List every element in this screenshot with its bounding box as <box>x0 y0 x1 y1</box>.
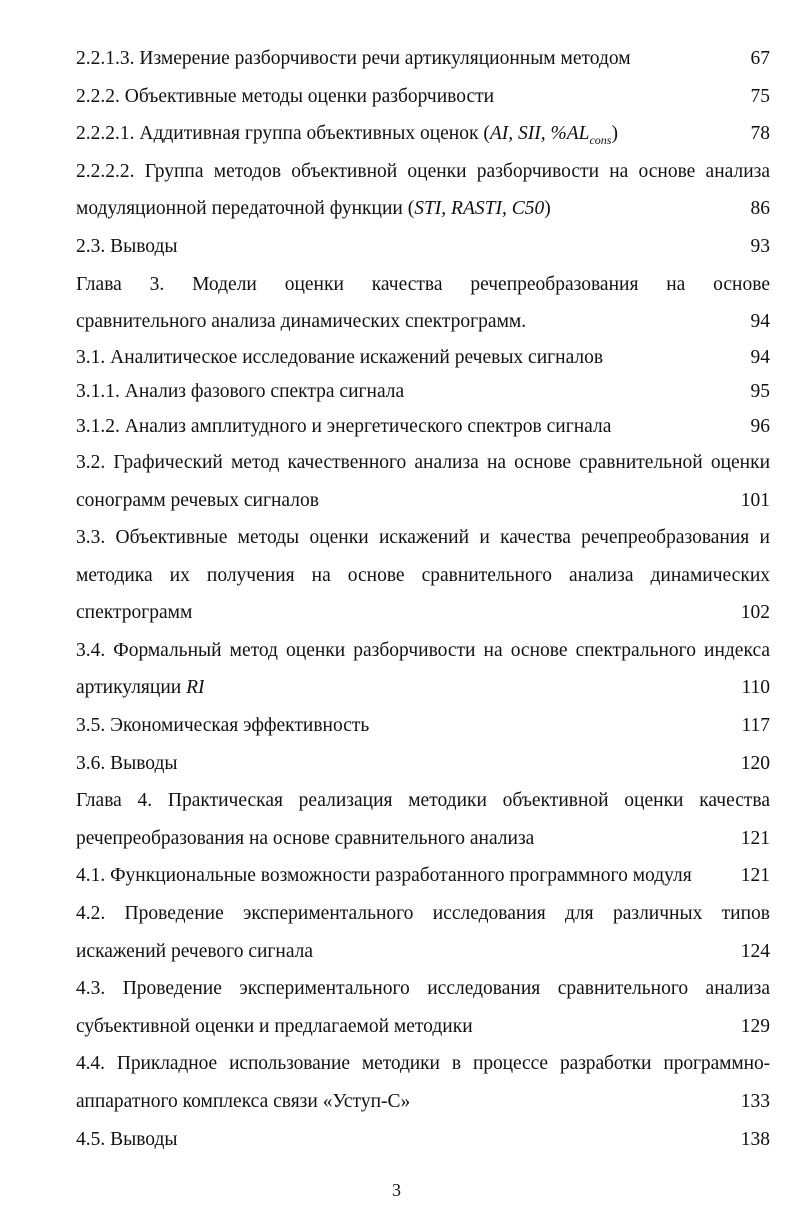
toc-entry-title-italic: RI <box>186 677 205 699</box>
toc-entry-title-part: 2.2.2.1. Аддитивная группа объективных оценок ( <box>76 123 490 145</box>
toc-entry <box>76 303 770 341</box>
toc-entry-line: Глава 4. Практическая реализация методики объективной оценки качества <box>76 790 770 812</box>
toc-entry <box>76 375 770 409</box>
toc-entry-title <box>76 115 618 153</box>
toc-entry <box>76 341 770 375</box>
toc-entry-page: 102 <box>740 602 770 624</box>
toc-entry-page: 93 <box>750 235 770 257</box>
toc-entry-title: спектрограмм <box>76 602 193 624</box>
toc-entry-title: 3.1. Аналитическое исследование искажений речевых сигналов <box>76 346 604 368</box>
toc-entry-title: 3.6. Выводы <box>76 752 178 774</box>
toc-entry-page: 78 <box>750 123 770 145</box>
toc-entry-title: 3.1.1. Анализ фазового спектра сигнала <box>76 381 405 403</box>
toc-entry <box>76 669 770 707</box>
toc-entry <box>76 228 770 266</box>
toc-entry <box>76 115 770 153</box>
toc-entry-title <box>76 669 204 707</box>
toc-entry <box>76 190 770 228</box>
toc-entry-page: 121 <box>740 865 770 887</box>
toc-entry-title: субъективной оценки и предлагаемой методики <box>76 1015 473 1037</box>
toc-entry-page: 75 <box>750 85 770 107</box>
toc-entry-title-part: ) <box>611 123 618 145</box>
toc-entry-title-italic: AI, SII, %AL <box>489 123 590 145</box>
toc-entry <box>76 482 770 520</box>
toc-entry-page: 117 <box>741 715 770 737</box>
toc-entry-page: 129 <box>740 1015 770 1037</box>
toc-entry <box>76 40 770 78</box>
toc-entry-title <box>76 190 551 228</box>
toc-entry-line: методика их получения на основе сравнительного анализа динамических <box>76 564 770 586</box>
toc-entry-title: 3.1.2. Анализ амплитудного и энергетического спектров сигнала <box>76 415 612 437</box>
toc-entry-title: 4.5. Выводы <box>76 1128 178 1150</box>
toc-entry-title-part: модуляционной передаточной функции ( <box>76 198 415 220</box>
toc-entry <box>76 1121 770 1159</box>
toc-entry-page: 124 <box>740 940 770 962</box>
toc-entry-page: 110 <box>741 677 770 699</box>
toc-entry-title: 2.3. Выводы <box>76 235 178 257</box>
toc-entry-page: 94 <box>750 311 770 333</box>
toc-entry <box>76 933 770 971</box>
toc-entry-line: 4.3. Проведение экспериментального исследования сравнительного анализа <box>76 978 770 1000</box>
toc-entry-title: 2.2.2. Объективные методы оценки разборчивости <box>76 85 495 107</box>
toc-entry-line: 3.2. Графический метод качественного анализа на основе сравнительной оценки <box>76 451 770 473</box>
toc-entry-title: 3.5. Экономическая эффективность <box>76 715 370 737</box>
toc-entry <box>76 1008 770 1046</box>
toc-entry-title: сравнительного анализа динамических спектрограмм. <box>76 311 527 333</box>
toc-entry-line: 3.4. Формальный метод оценки разборчивости на основе спектрального индекса <box>76 639 770 661</box>
toc-entry-title-italic: STI, RASTI, C50 <box>414 198 545 220</box>
toc-entry-title-subscript: cons <box>589 133 612 148</box>
table-of-contents <box>76 40 770 1158</box>
toc-entry-page: 138 <box>740 1128 770 1150</box>
page-number: 3 <box>392 1180 401 1200</box>
toc-entry-title-part: артикуляции <box>76 677 187 699</box>
toc-entry-line: 4.4. Прикладное использование методики в процессе разработки программно- <box>76 1053 770 1075</box>
toc-entry-line: 3.3. Объективные методы оценки искажений и качества речепреобразования и <box>76 527 770 549</box>
toc-entry-page: 96 <box>750 415 770 437</box>
toc-entry-title: сонограмм речевых сигналов <box>76 489 319 511</box>
toc-entry-title: речепреобразования на основе сравнительного анализа <box>76 827 535 849</box>
toc-entry-page: 133 <box>740 1091 770 1113</box>
toc-entry <box>76 745 770 783</box>
toc-entry-title-part: ) <box>544 198 551 220</box>
toc-entry-title: 4.1. Функциональные возможности разработанного программного модуля <box>76 865 692 887</box>
toc-entry-line: 4.2. Проведение экспериментального исследования для различных типов <box>76 903 770 925</box>
toc-entry <box>76 1083 770 1121</box>
toc-entry-page: 94 <box>750 346 770 368</box>
toc-entry <box>76 594 770 632</box>
toc-entry-title: аппаратного комплекса связи «Уступ-С» <box>76 1091 411 1113</box>
toc-entry-page: 101 <box>740 489 770 511</box>
toc-entry <box>76 857 770 895</box>
toc-entry-line: 2.2.2.2. Группа методов объективной оценки разборчивости на основе анализа <box>76 160 770 182</box>
toc-entry-page: 67 <box>750 48 770 69</box>
toc-entry <box>76 707 770 745</box>
toc-entry-title: 2.2.1.3. Измерение разборчивости речи артикуляционным методом <box>76 48 631 69</box>
toc-entry <box>76 78 770 116</box>
toc-entry-page: 95 <box>750 381 770 403</box>
toc-entry-line: Глава 3. Модели оценки качества речепреобразования на основе <box>76 273 770 295</box>
toc-entry-page: 120 <box>740 752 770 774</box>
toc-entry-page: 121 <box>740 827 770 849</box>
toc-entry <box>76 820 770 858</box>
toc-entry <box>76 410 770 444</box>
toc-entry-title: искажений речевого сигнала <box>76 940 314 962</box>
toc-entry-page: 86 <box>750 198 770 220</box>
